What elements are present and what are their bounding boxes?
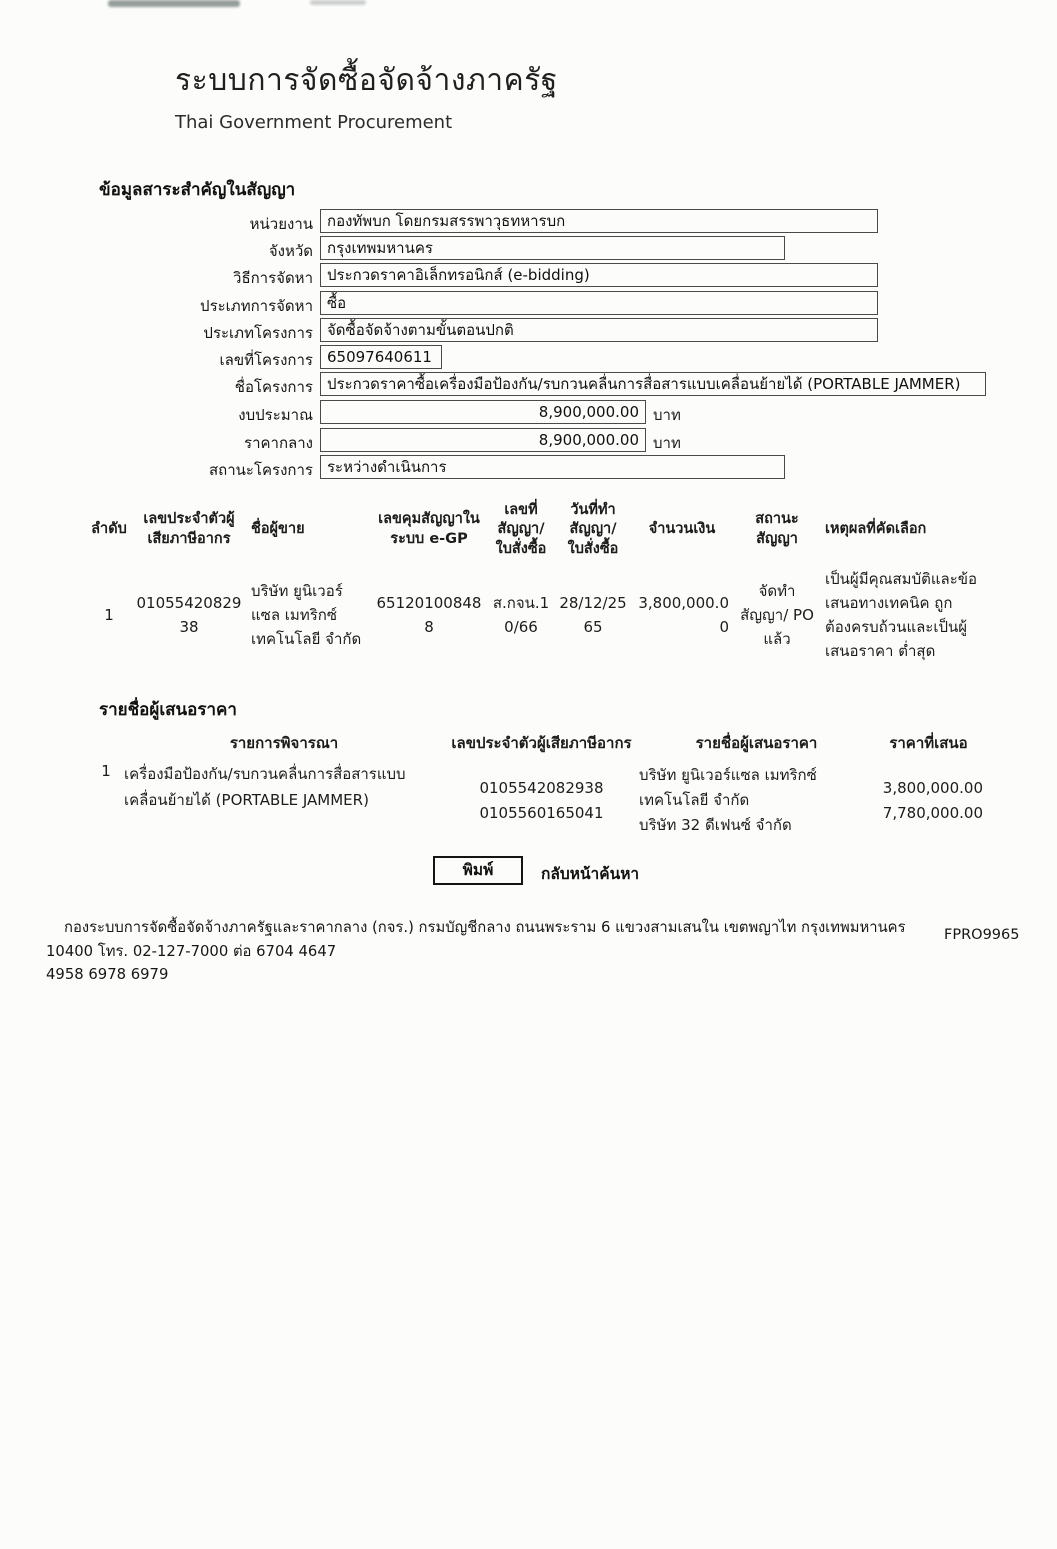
bidders-col-spacer — [88, 731, 124, 755]
col-header-bidder-tax-id: เลขประจำตัวผู้เสียภาษีอากร — [451, 734, 632, 752]
bidder-row-no: 1 — [101, 762, 111, 780]
project-number-label: เลขที่โครงการ — [219, 351, 313, 369]
project-name-field[interactable]: ประกวดราคาซื้อเครื่องมือป้องกัน/รบกวนคลื่นการสื่อสารแบบเคลื่อนย้ายได้ (PORTABLE JAMMER) — [320, 372, 986, 396]
contract-status-cell: จัดทำสัญญา/ PO แล้ว — [740, 582, 814, 648]
contract-tax-id-cell: 0105542082938 — [136, 594, 242, 636]
bidder-name-1: บริษัท ยูนิเวอร์แซล เมทริกซ์ เทคโนโลยี จำกัด — [639, 766, 817, 809]
project-type-label: ประเภทโครงการ — [203, 324, 313, 342]
contract-no-cell: 1 — [104, 606, 114, 624]
bidder-tax-id-2: 0105560165041 — [479, 803, 604, 822]
budget-label: งบประมาณ — [238, 406, 313, 424]
scan-artifact — [108, 0, 240, 7]
contract-egp-no-cell: 651201008488 — [376, 594, 482, 636]
bidder-price-1: 3,800,000.00 — [882, 779, 983, 797]
contract-amount-cell: 3,800,000.00 — [638, 594, 729, 636]
col-header-egp-contract-no: เลขคุมสัญญาในระบบ e-GP — [378, 511, 480, 547]
back-to-search-link[interactable]: กลับหน้าค้นหา — [541, 865, 640, 883]
median-price-field[interactable]: 8,900,000.00 — [320, 428, 646, 452]
province-field[interactable]: กรุงเทพมหานคร — [320, 236, 785, 260]
bidder-price-2: 7,780,000.00 — [882, 803, 983, 822]
bidder-names-cell — [639, 762, 874, 837]
form-row-agency — [0, 209, 1057, 235]
agency-field[interactable]: กองทัพบก โดยกรมสรรพาวุธทหารบก — [320, 209, 878, 233]
footer-line2: 4958 6978 6979 — [46, 966, 169, 984]
col-header-vendor: ชื่อผู้ขาย — [251, 521, 305, 538]
col-header-contract-no: เลขที่สัญญา/ใบสั่งซื้อ — [495, 501, 547, 557]
col-header-tax-id: เลขประจำตัวผู้เสียภาษีอากร — [143, 511, 235, 547]
page-title: ระบบการจัดซื้อจัดจ้างภาครัฐ — [175, 63, 558, 98]
contract-number-cell: ส.กจน.10/66 — [492, 594, 550, 636]
project-status-label: สถานะโครงการ — [208, 461, 313, 479]
col-header-no: ลำดับ — [91, 521, 127, 538]
col-header-bidder-name: รายชื่อผู้เสนอราคา — [695, 734, 818, 752]
median-price-label: ราคากลาง — [244, 434, 313, 452]
province-label: จังหวัด — [268, 242, 313, 260]
procurement-type-label: ประเภทการจัดหา — [200, 297, 313, 315]
form-row-province — [0, 236, 1057, 262]
contracts-table-header — [88, 497, 980, 563]
footer-address — [46, 916, 934, 987]
col-header-amount: จำนวนเงิน — [648, 521, 716, 538]
bidders-table-row — [88, 762, 983, 837]
form-row-procurement-method — [0, 263, 1057, 289]
form-row-project-type — [0, 318, 1057, 344]
contracts-table-row — [88, 567, 980, 663]
form-row-project-number — [0, 345, 1057, 371]
project-type-field[interactable]: จัดซื้อจัดจ้างตามขั้นตอนปกติ — [320, 318, 878, 342]
contract-date-cell: 28/12/2565 — [559, 594, 627, 636]
contract-vendor-cell: บริษัท ยูนิเวอร์แซล เมทริกซ์ เทคโนโลยี จำกัด — [251, 582, 362, 648]
project-status-field[interactable]: ระหว่างดำเนินการ — [320, 455, 785, 479]
contract-info-heading: ข้อมูลสาระสำคัญในสัญญา — [99, 180, 296, 200]
project-name-label: ชื่อโครงการ — [234, 378, 313, 396]
col-header-offered-price: ราคาที่เสนอ — [889, 734, 968, 752]
col-header-item: รายการพิจารณา — [229, 734, 339, 752]
bidder-tax-ids-cell — [444, 762, 639, 837]
bidders-heading: รายชื่อผู้เสนอราคา — [99, 700, 237, 720]
contracts-table — [88, 497, 980, 663]
col-header-contract-date: วันที่ทำสัญญา/ใบสั่งซื้อ — [567, 501, 619, 557]
median-price-unit-label: บาท — [653, 434, 681, 452]
print-button[interactable]: พิมพ์ — [433, 856, 523, 885]
col-header-contract-status: สถานะสัญญา — [755, 511, 799, 547]
project-number-field[interactable]: 65097640611 — [320, 345, 442, 369]
contract-reason-cell: เป็นผู้มีคุณสมบัติและข้อเสนอทางเทคนิค ถูกต้องครบถ้วนและเป็นผู้เสนอราคา ต่ำสุด — [825, 570, 978, 660]
procurement-method-field[interactable]: ประกวดราคาอิเล็กทรอนิกส์ (e-bidding) — [320, 263, 878, 287]
bidder-prices-cell — [874, 762, 983, 837]
bidder-tax-id-1: 0105542082938 — [479, 779, 604, 797]
footer-line1: กองระบบการจัดซื้อจัดจ้างภาครัฐและราคากลาง (กจร.) กรมบัญชีกลาง ถนนพระราม 6 แขวงสามเสนใน เขตพญาไท กรุงเทพมหานคร 10400 โทร. 02-127-7000 ต่อ 6704 4647 — [46, 919, 906, 960]
bidder-item-cell: เครื่องมือป้องกัน/รบกวนคลื่นการสื่อสารแบบเคลื่อนย้ายได้ (PORTABLE JAMMER) — [124, 765, 406, 809]
scan-artifact — [310, 0, 366, 5]
page-subtitle: Thai Government Procurement — [175, 112, 453, 133]
form-row-project-name — [0, 372, 1057, 398]
procurement-method-label: วิธีการจัดหา — [233, 269, 313, 287]
col-header-selection-reason: เหตุผลที่คัดเลือก — [825, 521, 927, 538]
form-row-project-status — [0, 455, 1057, 481]
form-row-procurement-type — [0, 291, 1057, 317]
budget-unit-label: บาท — [653, 406, 681, 424]
budget-field[interactable]: 8,900,000.00 — [320, 400, 646, 424]
form-row-budget — [0, 400, 1057, 426]
report-code: FPRO9965 — [944, 927, 1020, 943]
procurement-type-field[interactable]: ซื้อ — [320, 291, 878, 315]
form-row-median-price — [0, 428, 1057, 454]
bidders-table-header — [88, 731, 983, 755]
bidders-table — [88, 731, 983, 837]
bidder-name-2: บริษัท 32 ดีเฟนซ์ จำกัด — [639, 815, 792, 834]
agency-label: หน่วยงาน — [249, 215, 313, 233]
